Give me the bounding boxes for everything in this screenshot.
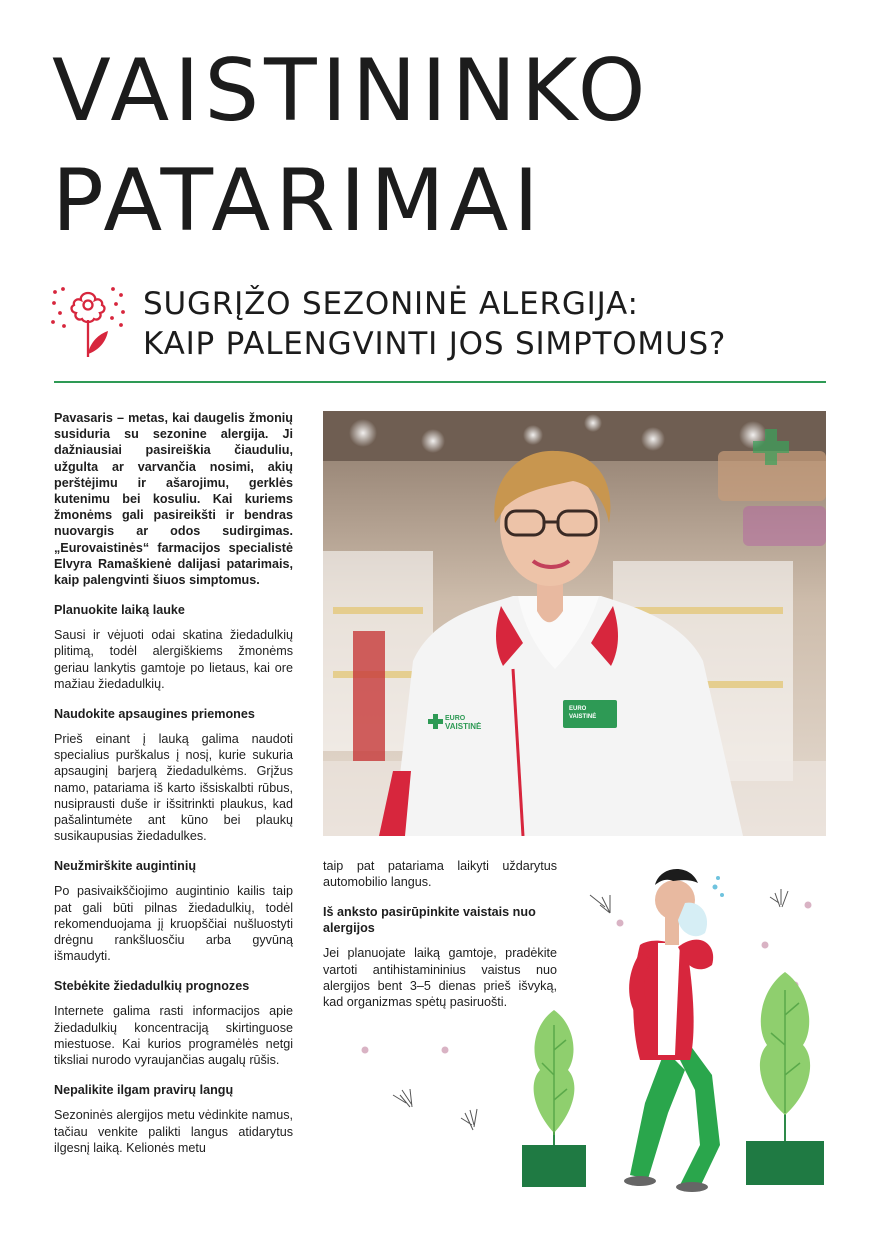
section-heading: Stebėkite žiedadulkių prognozes	[54, 979, 250, 994]
section-heading: Iš anksto pasirūpinkite vaistais nuo alergijos	[323, 905, 536, 936]
logo-text-line2: VAISTINĖ	[445, 722, 482, 731]
section-heading: Nepalikite ilgam pravirų langų	[54, 1083, 234, 1098]
page-title-line1: VAISTININKO	[52, 41, 651, 141]
section-text: Internete galima rasti informacijos apie žiedadulkių koncentraciją skirtinguose miestuose. Kai kurios programėlės netgi tiksliai nurodo vyraujančias augalų rūšis.	[54, 1004, 293, 1068]
continuation-text: taip pat patariama laikyti uždarytus automobilio langus.	[323, 859, 557, 890]
badge-text-line2: VAISTINĖ	[569, 714, 597, 720]
subtitle	[143, 284, 726, 364]
badge-text-line1: EURO	[569, 706, 587, 712]
section-text: Jei planuojate laiką gamtoje, pradėkite vartoti antihistamininius vaistus nuo alergijos bent 3–5 dienas prieš išvyką, kad organizmas spėtų pasiruošti.	[323, 946, 557, 1010]
subtitle-line1: SUGRĮŽO SEZONINĖ ALERGIJA:	[143, 286, 639, 322]
page-title-line2: PATARIMAI	[52, 151, 544, 251]
pollen-icon	[393, 889, 788, 1130]
section-heading: Planuokite laiką lauke	[54, 603, 185, 618]
section-text: Prieš einant į lauką galima naudoti specialius purškalus į nosį, kurie sukuria apsauginį barjerą žiedadulkėms. Grįžus namo, patariama iš karto išsiskalbti rūbus, nusiprausti duše ir išsitrinkti plaukus, kad pašalintumėte ant kūno bei plaukų susikaupusias žiedadulkes.	[54, 732, 293, 844]
sneezing-man-figure	[624, 869, 724, 1192]
flower-icon	[50, 284, 126, 360]
section-text: Sausi ir vėjuoti odai skatina žiedadulkių plitimą, todėl alergiškiems žmonėms geriau lankytis gamtoje po lietaus, kai ore mažiau žiedadulkių.	[54, 628, 293, 691]
allergy-illustration	[340, 845, 840, 1195]
left-column	[54, 410, 293, 1170]
divider	[54, 381, 826, 383]
name-badge	[563, 700, 617, 728]
section-text: Po pasivaikščiojimo augintinio kailis taip pat gali būti pilnas žiedadulkių, todėl rekomenduojama jį kruopščiai nušluostyti drėgnu rankšluosčiu arba gyvūną išmaudyti.	[54, 884, 293, 964]
intro-paragraph: Pavasaris – metas, kai daugelis žmonių susiduria su sezonine alergija. Ji dažniausiai pasireiškia čiauduliu, užgulta ar varvančia nosimi, akių perštėjimu ir ašarojimu, gerklės kutenimu bei kosuliu. Kai kuriems žmonėms gali pasireikšti ir bendras nuovargis ar odos sudirgimas. „Eurovaistinės“ farmacijos specialistė Elvyra Ramaškienė dalijasi patarimais, kaip palengvinti šiuos simptomus.	[54, 411, 293, 588]
pharmacist-photo	[323, 411, 826, 836]
logo-text-line1: EURO	[445, 715, 466, 722]
section-text: Sezoninės alergijos metu vėdinkite namus, tačiau venkite palikti langus atidarytus ilgesnį laiką. Kelionės metu	[54, 1108, 293, 1155]
section-heading: Neužmirškite augintinių	[54, 859, 197, 874]
section-heading: Naudokite apsaugines priemones	[54, 707, 255, 722]
subtitle-line2: KAIP PALENGVINTI JOS SIMPTOMUS?	[143, 326, 727, 362]
